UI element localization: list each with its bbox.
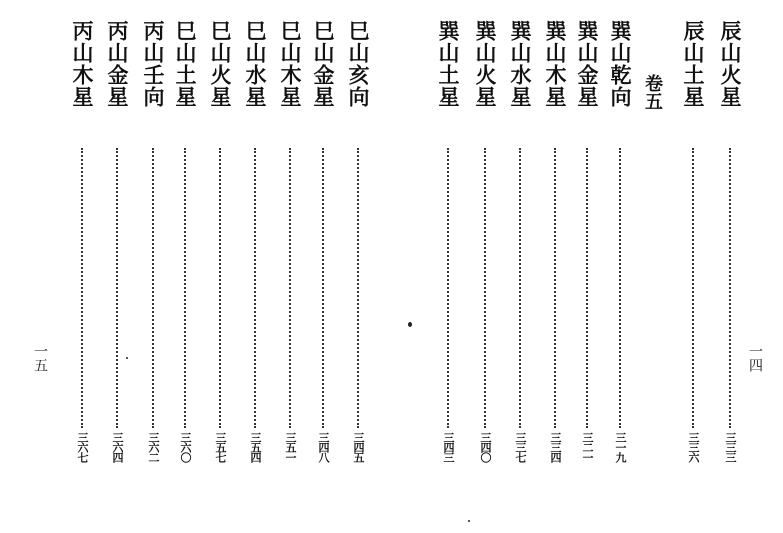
dot-leader — [357, 148, 359, 428]
dot-leader — [519, 148, 521, 428]
entry-page-number: 三四五 — [352, 432, 365, 462]
scan-speck — [408, 322, 412, 327]
dot-leader — [619, 148, 621, 428]
scan-speck — [468, 520, 470, 522]
entry-title: 巽山金星 — [575, 20, 600, 108]
entry-page-number: 三四三 — [442, 432, 455, 462]
toc-entry — [138, 20, 168, 480]
toc-entry — [505, 20, 535, 480]
entry-page-number: 三五四 — [249, 432, 262, 462]
entry-page-number: 三四八 — [317, 432, 330, 462]
entry-page-number: 三三六 — [687, 432, 700, 462]
entry-title: 巳山木星 — [278, 20, 303, 108]
dot-leader — [554, 148, 556, 428]
dot-leader — [184, 148, 186, 428]
entry-title: 巽山乾向 — [608, 20, 633, 108]
entry-title: 辰山土星 — [681, 20, 706, 108]
dot-leader — [152, 148, 154, 428]
dot-leader — [219, 148, 221, 428]
toc-entry — [715, 20, 745, 480]
entry-page-number: 三二一 — [581, 432, 594, 462]
dot-leader — [447, 148, 449, 428]
toc-entry — [205, 20, 235, 480]
dot-leader — [81, 148, 83, 428]
toc-entry — [102, 20, 132, 480]
entry-page-number: 三五一 — [284, 432, 297, 462]
entry-page-number: 三三四 — [549, 432, 562, 462]
entry-title: 巳山火星 — [208, 20, 233, 108]
entry-page-number: 三四〇 — [479, 432, 492, 462]
dot-leader — [289, 148, 291, 428]
entry-page-number: 三五七 — [214, 432, 227, 462]
entry-page-number: 三三三 — [724, 432, 737, 462]
scan-speck — [126, 357, 128, 359]
toc-entry — [540, 20, 570, 480]
entry-title: 丙山木星 — [70, 20, 95, 108]
entry-page-number: 三六四 — [111, 432, 124, 462]
entry-title: 丙山金星 — [105, 20, 130, 108]
dot-leader — [692, 148, 694, 428]
entry-page-number: 三六〇 — [179, 432, 192, 462]
entry-title: 巳山金星 — [311, 20, 336, 108]
dot-leader — [116, 148, 118, 428]
entry-title: 丙山壬向 — [141, 20, 166, 108]
dot-leader — [586, 148, 588, 428]
entry-page-number: 三六七 — [76, 432, 89, 462]
toc-entry — [170, 20, 200, 480]
toc-entry — [308, 20, 338, 480]
toc-entry — [275, 20, 305, 480]
dot-leader — [729, 148, 731, 428]
folio-number-left: 一五 — [32, 344, 48, 372]
dot-leader — [322, 148, 324, 428]
entry-title: 巳山水星 — [243, 20, 268, 108]
entry-page-number: 三六二 — [147, 432, 160, 462]
toc-entry — [433, 20, 463, 480]
dot-leader — [254, 148, 256, 428]
dot-leader — [484, 148, 486, 428]
toc-entry — [678, 20, 708, 480]
entry-title: 巽山土星 — [436, 20, 461, 108]
toc-entry — [67, 20, 97, 480]
toc-entry — [343, 20, 373, 480]
toc-entry — [470, 20, 500, 480]
entry-title: 巽山水星 — [508, 20, 533, 108]
entry-page-number: 三一九 — [614, 432, 627, 462]
toc-entry — [240, 20, 270, 480]
folio-number-right: 一四 — [747, 344, 763, 372]
entry-title: 巽山火星 — [473, 20, 498, 108]
toc-entry — [605, 20, 635, 480]
entry-title: 辰山火星 — [718, 20, 743, 108]
juan-heading: 卷五 — [642, 74, 663, 110]
toc-entry — [572, 20, 602, 480]
entry-title: 巽山木星 — [543, 20, 568, 108]
entry-title: 巳山亥向 — [346, 20, 371, 108]
entry-title: 巳山土星 — [173, 20, 198, 108]
entry-page-number: 三三七 — [514, 432, 527, 462]
